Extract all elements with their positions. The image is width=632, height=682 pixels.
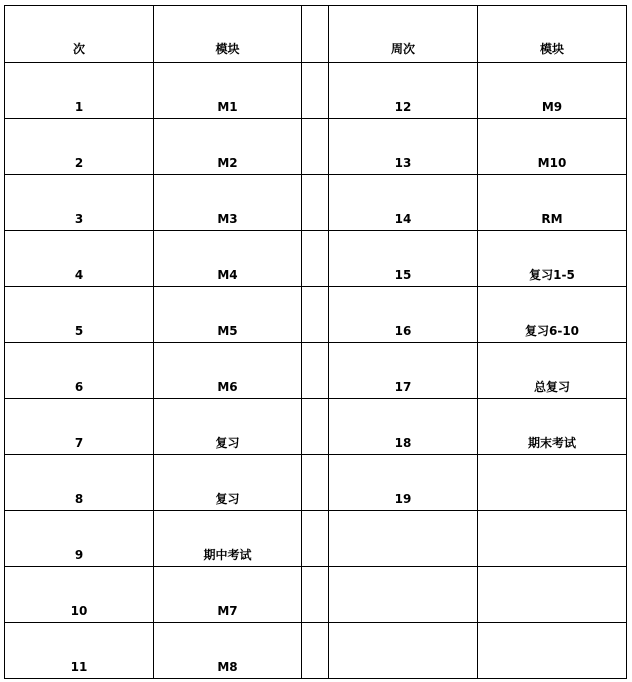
week-cell-left: 11 xyxy=(5,623,154,679)
week-cell-left: 6 xyxy=(5,343,154,399)
module-cell-left: M1 xyxy=(154,63,302,119)
module-cell-left: M4 xyxy=(154,231,302,287)
module-cell-right: M9 xyxy=(478,63,627,119)
gap-cell xyxy=(302,567,329,623)
schedule-body xyxy=(5,6,627,679)
week-cell-left: 5 xyxy=(5,287,154,343)
gap-cell xyxy=(302,343,329,399)
module-cell-right: M10 xyxy=(478,119,627,175)
week-cell-right: 18 xyxy=(329,399,478,455)
module-cell-left: M3 xyxy=(154,175,302,231)
module-cell-right: 期末考试 xyxy=(478,399,627,455)
gap-cell xyxy=(302,231,329,287)
table-row xyxy=(5,175,627,231)
week-cell-left: 7 xyxy=(5,399,154,455)
gap-cell xyxy=(302,119,329,175)
module-cell-right xyxy=(478,455,627,511)
module-cell-right: 复习1-5 xyxy=(478,231,627,287)
table-row xyxy=(5,63,627,119)
week-cell-right: 15 xyxy=(329,231,478,287)
week-cell-right: 17 xyxy=(329,343,478,399)
week-cell-left: 3 xyxy=(5,175,154,231)
table-row xyxy=(5,455,627,511)
table-row xyxy=(5,399,627,455)
week-cell-right: 12 xyxy=(329,63,478,119)
schedule-table xyxy=(4,5,627,679)
table-row xyxy=(5,567,627,623)
header-module-right: 模块 xyxy=(478,6,627,63)
header-row xyxy=(5,6,627,63)
gap-cell xyxy=(302,6,329,63)
module-cell-right: 总复习 xyxy=(478,343,627,399)
table-row xyxy=(5,343,627,399)
module-cell-left: 复习 xyxy=(154,455,302,511)
week-cell-left: 8 xyxy=(5,455,154,511)
gap-cell xyxy=(302,175,329,231)
module-cell-left: M2 xyxy=(154,119,302,175)
week-cell-right: 13 xyxy=(329,119,478,175)
module-cell-right: 复习6-10 xyxy=(478,287,627,343)
week-cell-left: 2 xyxy=(5,119,154,175)
gap-cell xyxy=(302,399,329,455)
week-cell-right xyxy=(329,511,478,567)
gap-cell xyxy=(302,623,329,679)
gap-cell xyxy=(302,63,329,119)
module-cell-right xyxy=(478,511,627,567)
week-cell-right: 14 xyxy=(329,175,478,231)
table-row xyxy=(5,511,627,567)
module-cell-right xyxy=(478,623,627,679)
week-cell-right xyxy=(329,623,478,679)
table-row xyxy=(5,287,627,343)
week-cell-right xyxy=(329,567,478,623)
module-cell-left: 期中考试 xyxy=(154,511,302,567)
module-cell-left: M5 xyxy=(154,287,302,343)
gap-cell xyxy=(302,287,329,343)
table-row xyxy=(5,119,627,175)
week-cell-left: 4 xyxy=(5,231,154,287)
header-module-left: 模块 xyxy=(154,6,302,63)
week-cell-left: 1 xyxy=(5,63,154,119)
week-cell-left: 10 xyxy=(5,567,154,623)
week-cell-right: 19 xyxy=(329,455,478,511)
module-cell-left: M8 xyxy=(154,623,302,679)
module-cell-left: M6 xyxy=(154,343,302,399)
module-cell-left: 复习 xyxy=(154,399,302,455)
module-cell-right: RM xyxy=(478,175,627,231)
week-cell-left: 9 xyxy=(5,511,154,567)
module-cell-left: M7 xyxy=(154,567,302,623)
gap-cell xyxy=(302,455,329,511)
table-row xyxy=(5,623,627,679)
header-week-left: 次 xyxy=(5,6,154,63)
table-row xyxy=(5,231,627,287)
week-cell-right: 16 xyxy=(329,287,478,343)
module-cell-right xyxy=(478,567,627,623)
header-week-right: 周次 xyxy=(329,6,478,63)
gap-cell xyxy=(302,511,329,567)
